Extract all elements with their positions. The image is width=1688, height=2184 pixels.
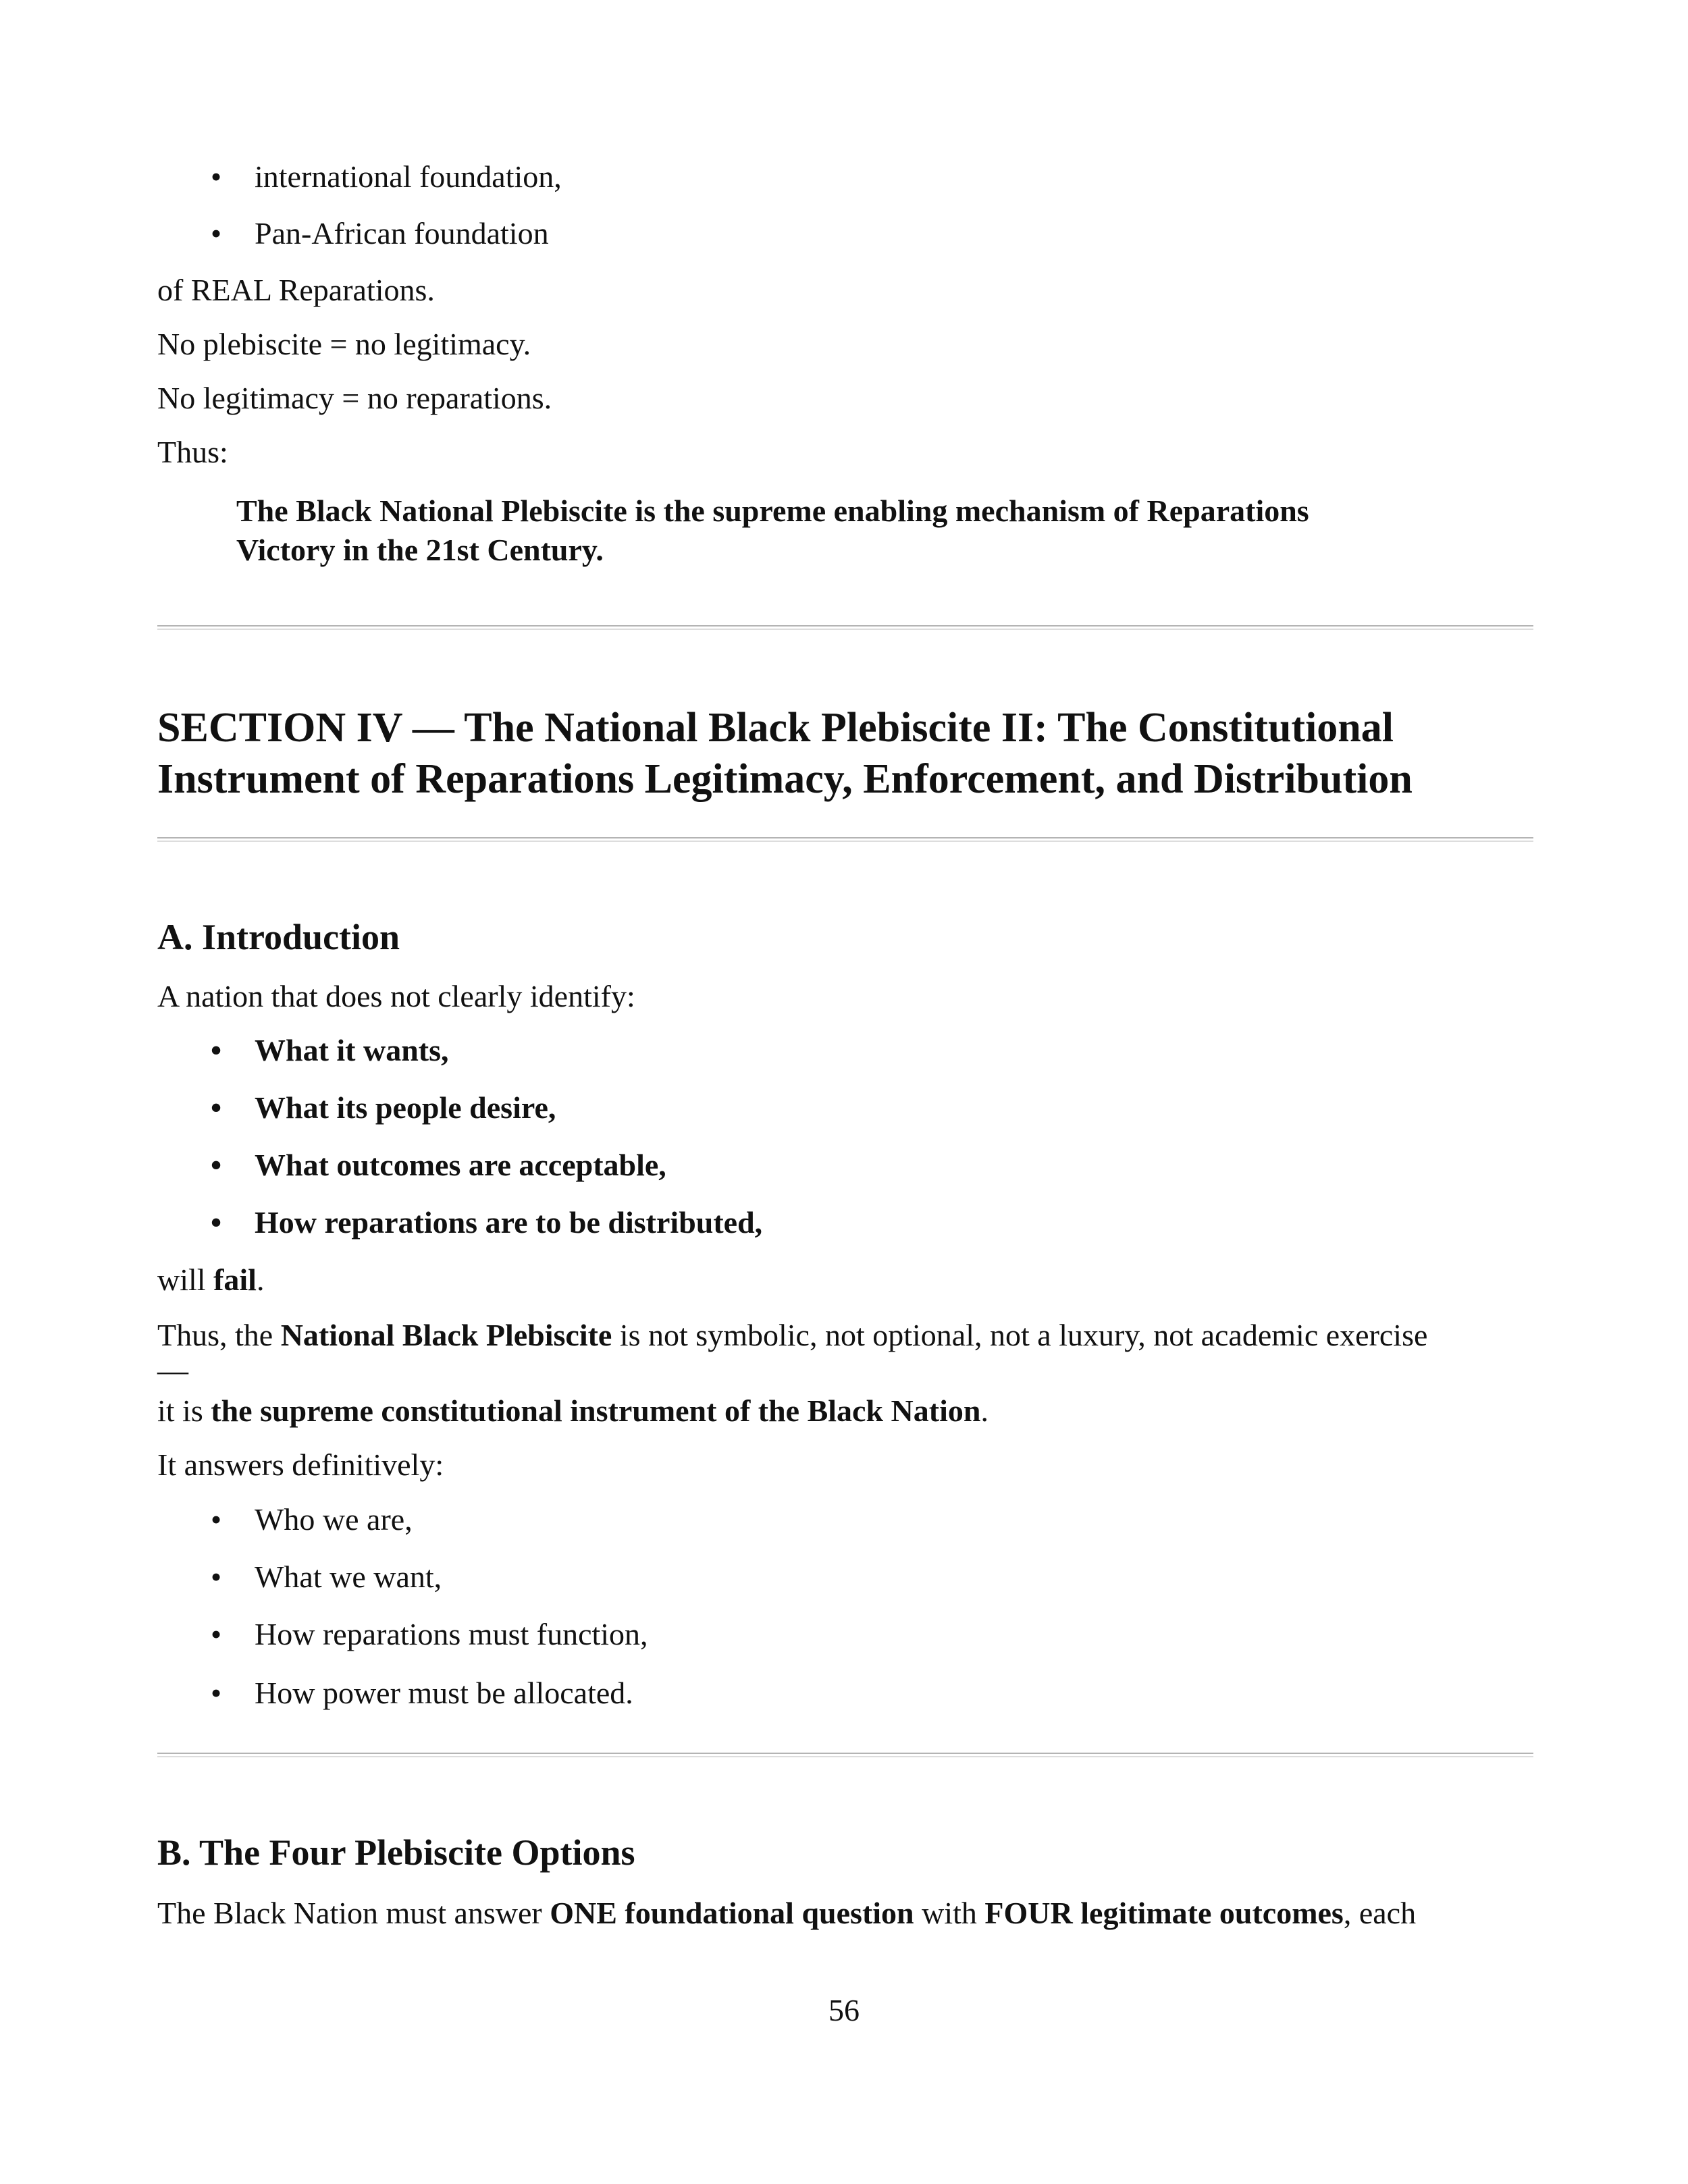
bullet-marker: •: [211, 1560, 222, 1594]
emphasis-text: fail: [213, 1262, 257, 1297]
list-item-text: What its people desire,: [255, 1090, 556, 1125]
bullet-marker: •: [211, 159, 222, 194]
horizontal-rule: [157, 1753, 1533, 1757]
list-item-text: What outcomes are acceptable,: [255, 1148, 666, 1182]
bullet-marker: •: [211, 216, 222, 250]
emphasis-text: ONE foundational question: [550, 1896, 914, 1930]
list-item-text: How reparations must function,: [255, 1617, 648, 1651]
paragraph-line: It answers definitively:: [157, 1447, 444, 1482]
list-item-text: How power must be allocated.: [255, 1676, 633, 1710]
paragraph-line: Thus:: [157, 435, 228, 469]
list-item-text: How reparations are to be distributed,: [255, 1205, 763, 1240]
list-item: [211, 1089, 556, 1127]
list-item: [211, 1146, 666, 1184]
list-item: [211, 158, 562, 196]
blockquote-line: The Black National Plebiscite is the supreme enabling mechanism of Reparations: [236, 494, 1309, 528]
bullet-marker: •: [211, 1033, 222, 1067]
text-run: will: [157, 1262, 214, 1297]
list-item-text: Who we are,: [255, 1502, 413, 1537]
paragraph-line: [157, 1261, 264, 1299]
list-item: [211, 1032, 449, 1069]
subsection-heading: B. The Four Plebiscite Options: [157, 1832, 635, 1873]
bullet-marker: •: [211, 1148, 222, 1182]
text-run: is not symbolic, not optional, not a luxury, not academic exercise: [612, 1318, 1428, 1352]
bullet-marker: •: [211, 1676, 222, 1710]
list-item: [211, 1558, 442, 1596]
section-title-line: Instrument of Reparations Legitimacy, Enforcement, and Distribution: [157, 756, 1413, 802]
section-title-line: SECTION IV — The National Black Plebiscite II: The Constitutional: [157, 705, 1394, 751]
list-item: [211, 1204, 762, 1242]
list-item: [211, 1501, 413, 1539]
horizontal-rule: [157, 837, 1533, 842]
text-run: Thus, the: [157, 1318, 281, 1352]
emphasis-text: FOUR legitimate outcomes: [984, 1896, 1344, 1930]
horizontal-rule: [157, 625, 1533, 630]
emphasis-text: the supreme constitutional instrument of the Black Nation: [211, 1393, 981, 1428]
paragraph-line: [157, 1894, 1416, 1932]
page-number: 56: [828, 1993, 860, 2027]
text-run: The Black Nation must answer: [157, 1896, 550, 1930]
emphasis-text: National Black Plebiscite: [280, 1318, 612, 1352]
paragraph-line: No plebiscite = no legitimacy.: [157, 327, 531, 361]
section-title: [157, 702, 1413, 805]
blockquote: [236, 491, 1309, 570]
text-run: .: [980, 1393, 988, 1428]
subsection-heading: A. Introduction: [157, 917, 400, 957]
text-run: , each: [1343, 1896, 1417, 1930]
list-item-text: What it wants,: [255, 1033, 449, 1067]
bullet-marker: •: [211, 1617, 222, 1651]
bullet-marker: •: [211, 1502, 222, 1537]
list-item: [211, 1674, 633, 1712]
paragraph-line: A nation that does not clearly identify:: [157, 979, 635, 1013]
paragraph-line: No legitimacy = no reparations.: [157, 381, 552, 415]
blockquote-line: Victory in the 21st Century.: [236, 533, 604, 567]
bullet-marker: •: [211, 1090, 222, 1125]
list-item: [211, 1616, 648, 1653]
paragraph-line: of REAL Reparations.: [157, 273, 435, 307]
paragraph-line: [157, 1392, 988, 1430]
paragraph-dash: —: [157, 1353, 188, 1387]
list-item: [211, 215, 549, 252]
list-item-text: What we want,: [255, 1560, 442, 1594]
text-run: with: [914, 1896, 985, 1930]
text-run: it is: [157, 1393, 211, 1428]
list-item-text: international foundation,: [255, 159, 562, 194]
list-item-text: Pan-African foundation: [255, 216, 549, 250]
text-run: .: [256, 1262, 265, 1297]
bullet-marker: •: [211, 1205, 222, 1240]
paragraph-line: [157, 1316, 1427, 1354]
